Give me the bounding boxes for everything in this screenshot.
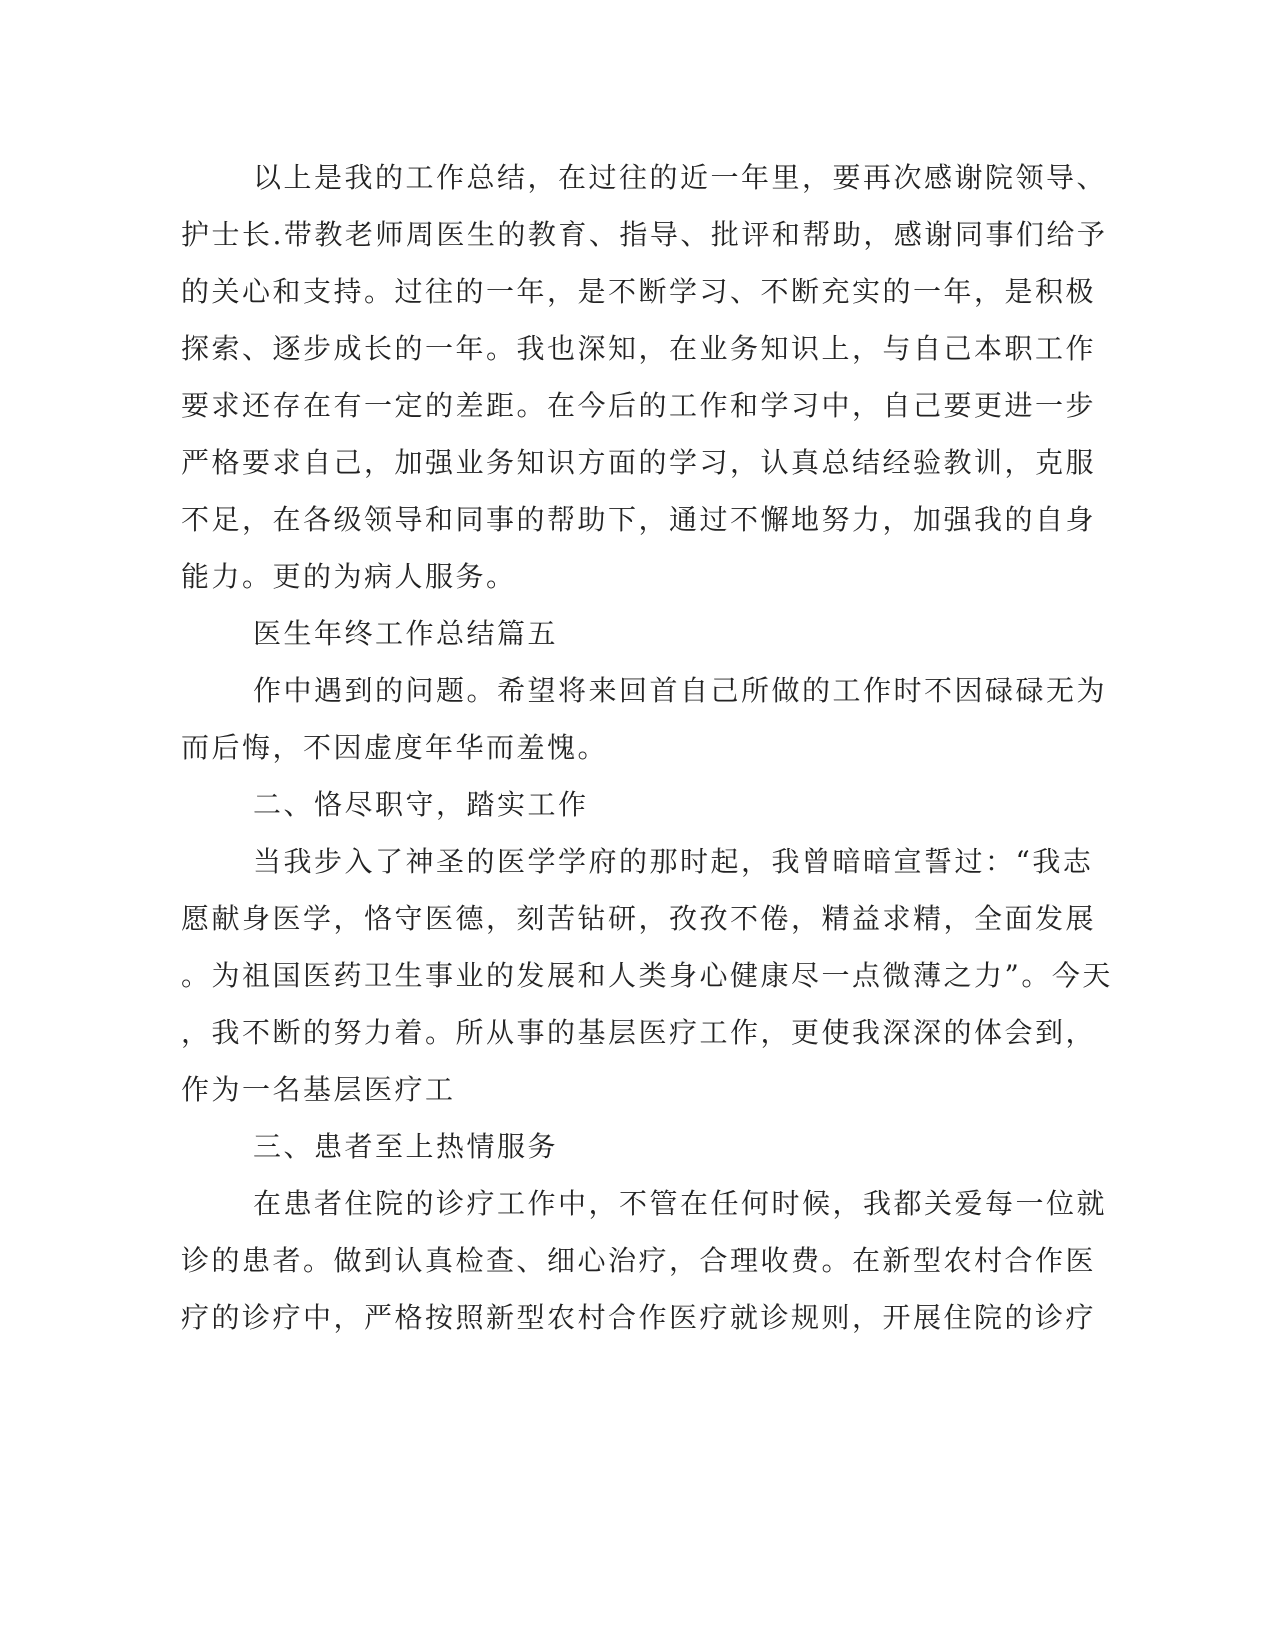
paragraph-line: 要求还存在有一定的差距。在今后的工作和学习中，自己要更进一步 [181,389,1097,422]
paragraph-line: 护士长.带教老师周医生的教育、指导、批评和帮助，感谢同事们给予 [181,218,1108,251]
paragraph-line: 在患者住院的诊疗工作中，不管在任何时候，我都关爱每一位就 [253,1187,1108,1220]
paragraph-line: 当我步入了神圣的医学学府的那时起，我曾暗暗宣誓过：“我志 [253,845,1094,878]
section-heading: 三、患者至上热情服务 [253,1130,559,1163]
paragraph-line: 不足，在各级领导和同事的帮助下，通过不懈地努力，加强我的自身 [181,503,1097,536]
paragraph-line: 以上是我的工作总结，在过往的近一年里，要再次感谢院领导、 [253,161,1108,194]
section-heading: 医生年终工作总结篇五 [253,617,559,650]
paragraph-line: 作为一名基层医疗工 [181,1073,456,1106]
paragraph-line: 的关心和支持。过往的一年，是不断学习、不断充实的一年，是积极 [181,275,1097,308]
paragraph-line: 作中遇到的问题。希望将来回首自己所做的工作时不因碌碌无为 [253,674,1108,707]
paragraph-line: 。为祖国医药卫生事业的发展和人类身心健康尽一点微薄之力”。今天 [181,959,1113,992]
paragraph-line: ，我不断的努力着。所从事的基层医疗工作，更使我深深的体会到， [181,1016,1097,1049]
paragraph-line: 愿献身医学，恪守医德，刻苦钻研，孜孜不倦，精益求精，全面发展 [181,902,1097,935]
paragraph-line: 而后悔，不因虚度年华而羞愧。 [181,731,609,764]
paragraph-line: 严格要求自己，加强业务知识方面的学习，认真总结经验教训，克服 [181,446,1097,479]
paragraph-line: 探索、逐步成长的一年。我也深知，在业务知识上，与自己本职工作 [181,332,1097,365]
paragraph-line: 疗的诊疗中，严格按照新型农村合作医疗就诊规则，开展住院的诊疗 [181,1301,1097,1334]
paragraph-line: 诊的患者。做到认真检查、细心治疗，合理收费。在新型农村合作医 [181,1244,1097,1277]
paragraph-line: 能力。更的为病人服务。 [181,560,517,593]
section-heading: 二、恪尽职守，踏实工作 [253,788,589,821]
